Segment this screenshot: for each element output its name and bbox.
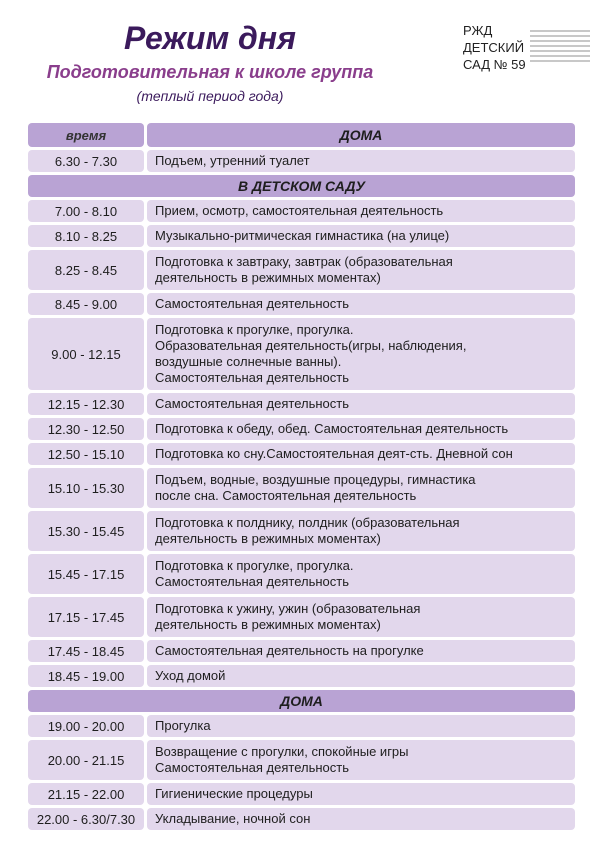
table-row bbox=[28, 715, 575, 737]
activity-line: Самостоятельная деятельность bbox=[155, 370, 349, 385]
activity-line: Возвращение с прогулки, спокойные игры bbox=[155, 744, 409, 759]
time-cell: 19.00 - 20.00 bbox=[28, 715, 144, 737]
activity-line: деятельность в режимных моментах) bbox=[155, 617, 381, 632]
table-row bbox=[28, 808, 575, 830]
schedule-table bbox=[28, 123, 575, 833]
time-cell: 15.45 - 17.15 bbox=[28, 554, 144, 594]
group-subtitle: Подготовительная к школе группа bbox=[46, 62, 374, 82]
time-cell: 20.00 - 21.15 bbox=[28, 740, 144, 780]
time-cell: 8.45 - 9.00 bbox=[28, 293, 144, 315]
activity-line: Прогулка bbox=[155, 718, 211, 733]
table-row bbox=[28, 554, 575, 594]
activity-cell bbox=[147, 554, 575, 594]
activity-cell bbox=[147, 511, 575, 551]
activity-line: Самостоятельная деятельность bbox=[155, 760, 349, 775]
activity-line: Подъем, водные, воздушные процедуры, гимнастика bbox=[155, 472, 476, 487]
section-header: ДОМА bbox=[28, 690, 575, 712]
activity-line: деятельность в режимных моментах) bbox=[155, 270, 381, 285]
fine-print-block bbox=[530, 30, 590, 65]
activity-line: Самостоятельная деятельность на прогулке bbox=[155, 643, 424, 658]
activity-line: деятельность в режимных моментах) bbox=[155, 531, 381, 546]
activity-line: Музыкально-ритмическая гимнастика (на улице) bbox=[155, 228, 450, 243]
activity-cell bbox=[147, 318, 575, 390]
time-cell: 15.10 - 15.30 bbox=[28, 468, 144, 508]
time-cell: 21.15 - 22.00 bbox=[28, 783, 144, 805]
activity-line: Подъем, утренний туалет bbox=[155, 153, 310, 168]
activity-line: Уход домой bbox=[155, 668, 226, 683]
time-column-header: время bbox=[28, 123, 144, 147]
table-row bbox=[28, 200, 575, 222]
activity-line: Подготовка к завтраку, завтрак (образовательная bbox=[155, 254, 453, 269]
table-row bbox=[28, 318, 575, 390]
activity-line: Прием, осмотр, самостоятельная деятельность bbox=[155, 203, 444, 218]
activity-cell bbox=[147, 150, 575, 172]
activity-cell bbox=[147, 393, 575, 415]
activity-line: после сна. Самостоятельная деятельность bbox=[155, 488, 417, 503]
activity-line: Подготовка ко сну.Самостоятельная деят-сть. Дневной сон bbox=[155, 446, 513, 461]
activity-cell bbox=[147, 740, 575, 780]
table-row bbox=[28, 665, 575, 687]
activity-cell bbox=[147, 783, 575, 805]
activity-cell bbox=[147, 418, 575, 440]
activity-cell bbox=[147, 250, 575, 290]
activity-line: Подготовка к прогулке, прогулка. bbox=[155, 558, 354, 573]
org-line: ДЕТСКИЙ bbox=[463, 40, 525, 55]
org-line: САД № 59 bbox=[463, 57, 526, 72]
activity-line: Самостоятельная деятельность bbox=[155, 396, 349, 411]
table-row bbox=[28, 783, 575, 805]
table-row bbox=[28, 250, 575, 290]
section-header: В ДЕТСКОМ САДУ bbox=[28, 175, 575, 197]
activity-cell bbox=[147, 200, 575, 222]
time-cell: 15.30 - 15.45 bbox=[28, 511, 144, 551]
organization-name bbox=[463, 22, 526, 73]
activity-line: Самостоятельная деятельность bbox=[155, 296, 349, 311]
activity-cell bbox=[147, 715, 575, 737]
table-row bbox=[28, 293, 575, 315]
table-row bbox=[28, 597, 575, 637]
time-cell: 7.00 - 8.10 bbox=[28, 200, 144, 222]
table-row bbox=[28, 443, 575, 465]
activity-cell bbox=[147, 597, 575, 637]
time-cell: 8.10 - 8.25 bbox=[28, 225, 144, 247]
time-cell: 18.45 - 19.00 bbox=[28, 665, 144, 687]
time-cell: 12.15 - 12.30 bbox=[28, 393, 144, 415]
section-header: ДОМА bbox=[147, 123, 575, 147]
table-row bbox=[28, 393, 575, 415]
time-cell: 9.00 - 12.15 bbox=[28, 318, 144, 390]
time-cell: 12.50 - 15.10 bbox=[28, 443, 144, 465]
time-cell: 8.25 - 8.45 bbox=[28, 250, 144, 290]
activity-line: Гигиенические процедуры bbox=[155, 786, 313, 801]
activity-cell bbox=[147, 808, 575, 830]
activity-cell bbox=[147, 640, 575, 662]
table-row bbox=[28, 418, 575, 440]
time-cell: 6.30 - 7.30 bbox=[28, 150, 144, 172]
activity-line: Образовательная деятельность(игры, наблюдения, bbox=[155, 338, 467, 353]
table-row bbox=[28, 468, 575, 508]
activity-line: Подготовка к прогулке, прогулка. bbox=[155, 322, 354, 337]
table-header-row bbox=[28, 123, 575, 147]
activity-cell bbox=[147, 443, 575, 465]
activity-line: Подготовка к полднику, полдник (образовательная bbox=[155, 515, 460, 530]
activity-cell bbox=[147, 293, 575, 315]
activity-cell bbox=[147, 665, 575, 687]
time-cell: 12.30 - 12.50 bbox=[28, 418, 144, 440]
activity-line: Подготовка к обеду, обед. Самостоятельная деятельность bbox=[155, 421, 509, 436]
activity-line: Самостоятельная деятельность bbox=[155, 574, 349, 589]
time-cell: 17.15 - 17.45 bbox=[28, 597, 144, 637]
table-row bbox=[28, 150, 575, 172]
page-title: Режим дня bbox=[124, 20, 296, 56]
activity-line: Подготовка к ужину, ужин (образовательная bbox=[155, 601, 421, 616]
activity-line: воздушные солнечные ванны). bbox=[155, 354, 342, 369]
table-row bbox=[28, 225, 575, 247]
time-cell: 22.00 - 6.30/7.30 bbox=[28, 808, 144, 830]
table-row bbox=[28, 640, 575, 662]
time-cell: 17.45 - 18.45 bbox=[28, 640, 144, 662]
season-period: (теплый период года) bbox=[136, 88, 284, 104]
table-row bbox=[28, 511, 575, 551]
activity-cell bbox=[147, 468, 575, 508]
activity-line: Укладывание, ночной сон bbox=[155, 811, 311, 826]
table-row bbox=[28, 740, 575, 780]
org-line: РЖД bbox=[463, 23, 493, 38]
activity-cell bbox=[147, 225, 575, 247]
